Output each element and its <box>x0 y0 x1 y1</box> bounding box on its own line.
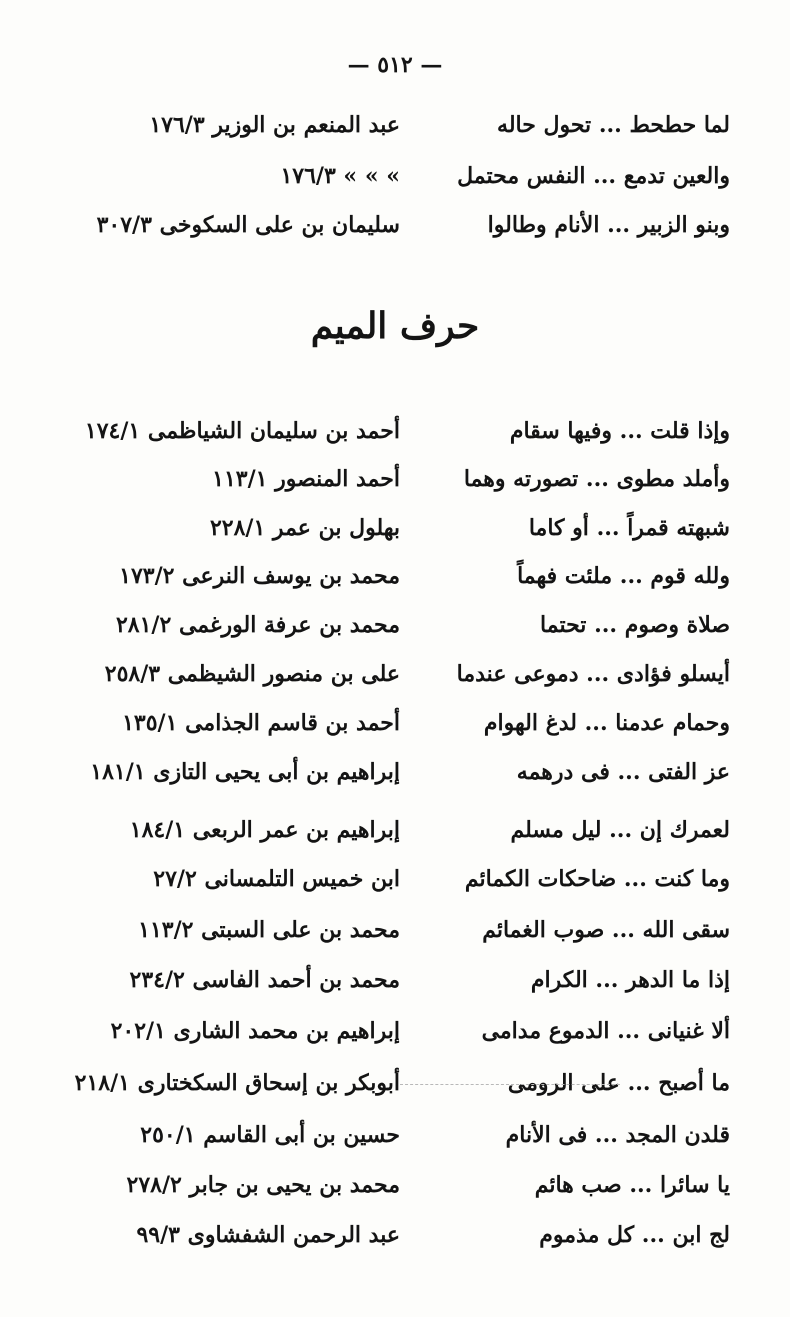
page-number: — ٥١٢ — <box>347 52 443 78</box>
verse-incipit: شبهته قمراً ... أو كاما <box>528 515 730 541</box>
poet-reference: أحمد بن سليمان الشياظمى ١٧٤/١ <box>84 418 400 444</box>
poet-reference: على بن منصور الشيظمى ٢٥٨/٣ <box>104 661 400 687</box>
index-row <box>40 661 730 701</box>
verse-incipit: وأملد مطوى ... تصورته وهما <box>463 466 730 492</box>
index-row <box>40 710 730 750</box>
index-row <box>40 212 730 252</box>
index-row <box>40 1122 730 1162</box>
poet-reference: محمد بن على السبتى ١١٣/٢ <box>138 917 400 943</box>
verse-incipit: عز الفتى ... فى درهمه <box>516 759 730 785</box>
index-row <box>40 817 730 857</box>
verse-incipit: إذا ما الدهر ... الكرام <box>530 967 730 993</box>
index-row <box>40 866 730 906</box>
verse-incipit: سقى الله ... صوب الغمائم <box>482 917 730 943</box>
poet-reference: محمد بن يحيى بن جابر ٢٧٨/٢ <box>126 1172 400 1198</box>
section-title: حرف الميم <box>310 305 480 347</box>
index-row <box>40 418 730 458</box>
verse-incipit: يا سائرا ... صب هائم <box>534 1172 730 1198</box>
verse-incipit: وإذا قلت ... وفيها سقام <box>509 418 730 444</box>
scan-artifact-line <box>400 1084 620 1085</box>
poet-reference: حسين بن أبى القاسم ٢٥٠/١ <box>140 1122 400 1148</box>
index-row <box>40 163 730 203</box>
index-row <box>40 1172 730 1212</box>
poet-reference: محمد بن عرفة الورغمى ٢٨١/٢ <box>115 612 400 638</box>
poet-reference: ابن خميس التلمسانى ٢٧/٢ <box>153 866 400 892</box>
poet-reference: محمد بن أحمد الفاسى ٢٣٤/٢ <box>129 967 400 993</box>
index-row <box>40 563 730 603</box>
index-row <box>40 917 730 957</box>
verse-incipit: لما حطحط ... تحول حاله <box>497 112 730 138</box>
verse-incipit: وبنو الزبير ... الأنام وطالوا <box>487 212 730 238</box>
verse-incipit: صلاة وصوم ... تحتما <box>540 612 730 638</box>
verse-incipit: ولله قوم ... ملئت فهماً <box>517 563 730 589</box>
verse-incipit: والعين تدمع ... النفس محتمل <box>457 163 730 189</box>
verse-incipit: ما أصبح ... على الرومى <box>507 1070 730 1096</box>
index-row <box>40 515 730 555</box>
index-row <box>40 112 730 152</box>
poet-reference: إبراهيم بن أبى يحيى التازى ١٨١/١ <box>90 759 400 785</box>
poet-reference: أبوبكر بن إسحاق السكختارى ٢١٨/١ <box>74 1070 400 1096</box>
verse-incipit: وما كنت ... ضاحكات الكمائم <box>464 866 730 892</box>
index-row <box>40 967 730 1007</box>
poet-reference: إبراهيم بن عمر الربعى ١٨٤/١ <box>129 817 400 843</box>
verse-incipit: لج ابن ... كل مذموم <box>539 1222 730 1248</box>
index-row <box>40 466 730 506</box>
poet-reference: إبراهيم بن محمد الشارى ٢٠٢/١ <box>110 1018 400 1044</box>
poet-reference: أحمد بن قاسم الجذامى ١٣٥/١ <box>122 710 400 736</box>
verse-incipit: قلدن المجد ... فى الأنام <box>505 1122 730 1148</box>
index-row <box>40 612 730 652</box>
poet-reference: محمد بن يوسف النرعى ١٧٣/٢ <box>119 563 400 589</box>
index-row <box>40 759 730 799</box>
index-row <box>40 1222 730 1262</box>
verse-incipit: أيسلو فؤادى ... دموعى عندما <box>456 661 730 687</box>
poet-reference: أحمد المنصور ١١٣/١ <box>212 466 400 492</box>
verse-incipit: وحمام عدمنا ... لدغ الهوام <box>483 710 730 736</box>
poet-reference: عبد المنعم بن الوزير ١٧٦/٣ <box>149 112 400 138</box>
poet-reference: عبد الرحمن الشفشاوى ٩٩/٣ <box>136 1222 400 1248</box>
poet-reference: بهلول بن عمر ٢٢٨/١ <box>209 515 400 541</box>
index-row <box>40 1070 730 1110</box>
poet-reference: سليمان بن على السكوخى ٣٠٧/٣ <box>96 212 400 238</box>
verse-incipit: لعمرك إن ... ليل مسلم <box>510 817 730 843</box>
index-row <box>40 1018 730 1058</box>
poet-reference: » » » ١٧٦/٣ <box>280 163 400 189</box>
verse-incipit: ألا غنيانى ... الدموع مدامى <box>481 1018 730 1044</box>
